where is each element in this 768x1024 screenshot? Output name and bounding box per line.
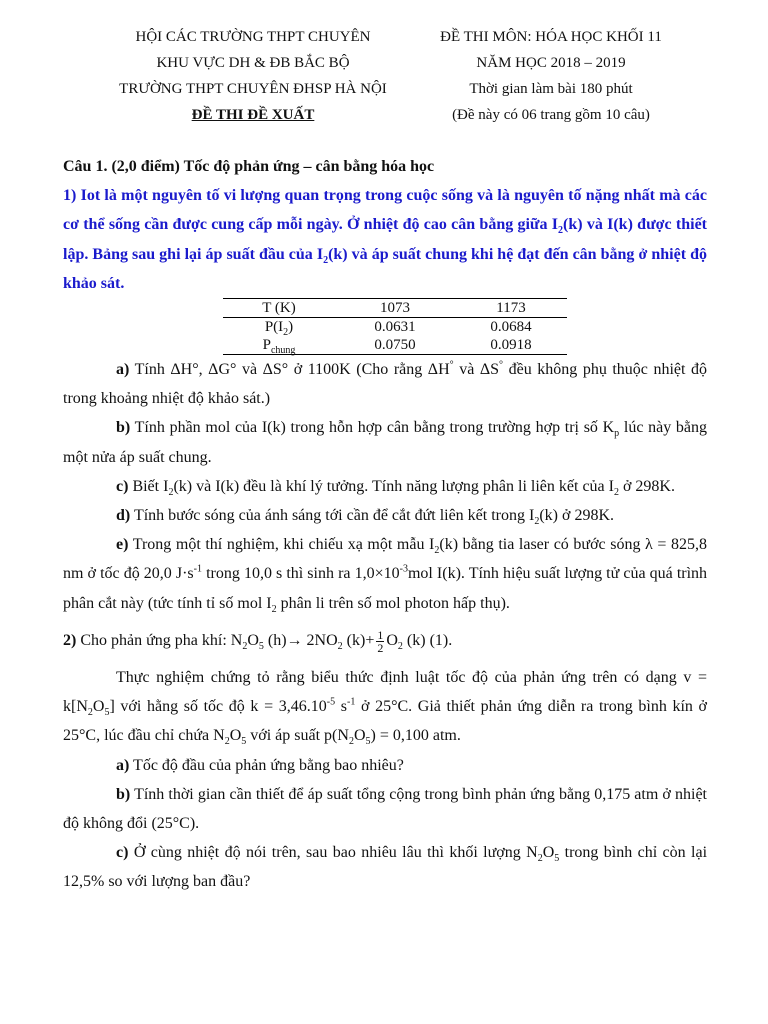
question-1b: b) Tính phần mol của I(k) trong hỗn hợp cân bằng trong trường hợp trị số $K_p$ lúc này bằng một nửa áp suất chung.	[63, 419, 708, 466]
question-2-reaction: 2) Cho phản ứng pha khí: $N_2O_5$ $(h)\to 2NO_2$ (k)+ $\frac{1}{2}$ $O_2$ (k) (1).	[63, 627, 453, 655]
page-count-note: (Đề này có 06 trang gồm 10 câu)	[452, 107, 650, 123]
question-1-intro: 1) Iot là một nguyên tố vi lượng quan trọng trong cuộc sống và là nguyên tố nặng nhất mà các cơ thể sống cần được cung cấp mỗi ngày. Ở nhiệt độ cao cân bằng giữa $I_2(k)$ và I(k) được thiết lập. Bảng sau ghi lại áp suất đầu của $I_2(k)$ và áp suất chung khi hệ đạt đến cân bằng ở nhiệt độ khảo sát.	[63, 187, 707, 292]
exam-subject: ĐỀ THI MÔN: HÓA HỌC KHỐI 11	[440, 29, 662, 45]
header-right	[415, 24, 687, 128]
question-2c: c) Ở cùng nhiệt độ nói trên, sau bao nhiêu lâu thì khối lượng $N_2O_5$ trong bình chỉ còn lại 12,5% so với lượng ban đầu?	[63, 844, 708, 891]
pressure-table	[223, 298, 567, 355]
school-year: NĂM HỌC 2018 – 2019	[476, 55, 626, 71]
question-1e: e) Trong một thí nghiệm, khi chiếu xạ một mẫu $I_2(k)$ bằng tia laser có bước sóng λ = 825,8 nm ở tốc độ 20,0 $J\cdot s^{-1}$ trong 10,0 s thì sinh ra $1,0\times 10^{-3}mol$ I(k). Tính hiệu suất lượng tử của quá trình phân cắt này (tức tính tỉ số mol $I_2$ phân li trên số mol photon hấp thụ).	[63, 536, 708, 615]
question-1c: c) Biết $I_2(k)$ và I(k) đều là khí lý tưởng. Tính năng lượng phân li liên kết của $I_2$ ở 298K.	[116, 477, 675, 499]
question-1-title: Câu 1. (2,0 điểm) Tốc độ phản ứng – cân bằng hóa học	[63, 158, 435, 175]
exam-content	[63, 152, 707, 897]
school-name: TRƯỜNG THPT CHUYÊN ĐHSP HÀ NỘI	[119, 81, 387, 97]
time-limit: Thời gian làm bài 180 phút	[469, 81, 633, 97]
question-2-context: Thực nghiệm chứng tỏ rằng biểu thức định luật tốc độ của phản ứng trên có dạng $v = k[N_2O_5]$ với hằng số tốc độ $k = 3,46.10^{-5}$ $s^{-1}$ ở 25°C. Giả thiết phản ứng diễn ra trong bình kín ở 25°C, lúc đầu chỉ chứa $N_2O_5$ với áp suất $p(N_2O_5) = 0,100$ atm.	[63, 669, 708, 748]
table-header-row: T (K) 1073 1173	[223, 299, 567, 318]
table-row: $P(I_2)$ 0.0631 0.0684	[264, 319, 532, 339]
proposed-exam-label: ĐỀ THI ĐỀ XUẤT	[191, 107, 315, 123]
table-row: $P_{chung}$ 0.0750 0.0918	[223, 336, 567, 355]
header-left	[88, 24, 418, 128]
one-half-fraction: $\frac{1}{2}$	[377, 627, 384, 655]
question-1d: d) Tính bước sóng của ánh sáng tới cần để cắt đứt liên kết trong $I_2(k)$ ở 298K.	[116, 507, 614, 528]
region-name: KHU VỰC DH & ĐB BẮC BỘ	[156, 55, 350, 71]
association-name: HỘI CÁC TRƯỜNG THPT CHUYÊN	[135, 29, 371, 45]
question-2a: a) Tốc độ đầu của phản ứng bằng bao nhiêu?	[116, 756, 404, 774]
question-2b: b) Tính thời gian cần thiết để áp suất tổng cộng trong bình phản ứng bằng 0,175 atm ở nhiệt độ không đổi (25°C).	[63, 785, 707, 833]
question-1a: a) Tính ΔH°, ΔG° và ΔS° ở 1100K (Cho rằng ΔH° và ΔS° đều không phụ thuộc nhiệt độ trong khoảng nhiệt độ khảo sát.)	[63, 359, 708, 408]
